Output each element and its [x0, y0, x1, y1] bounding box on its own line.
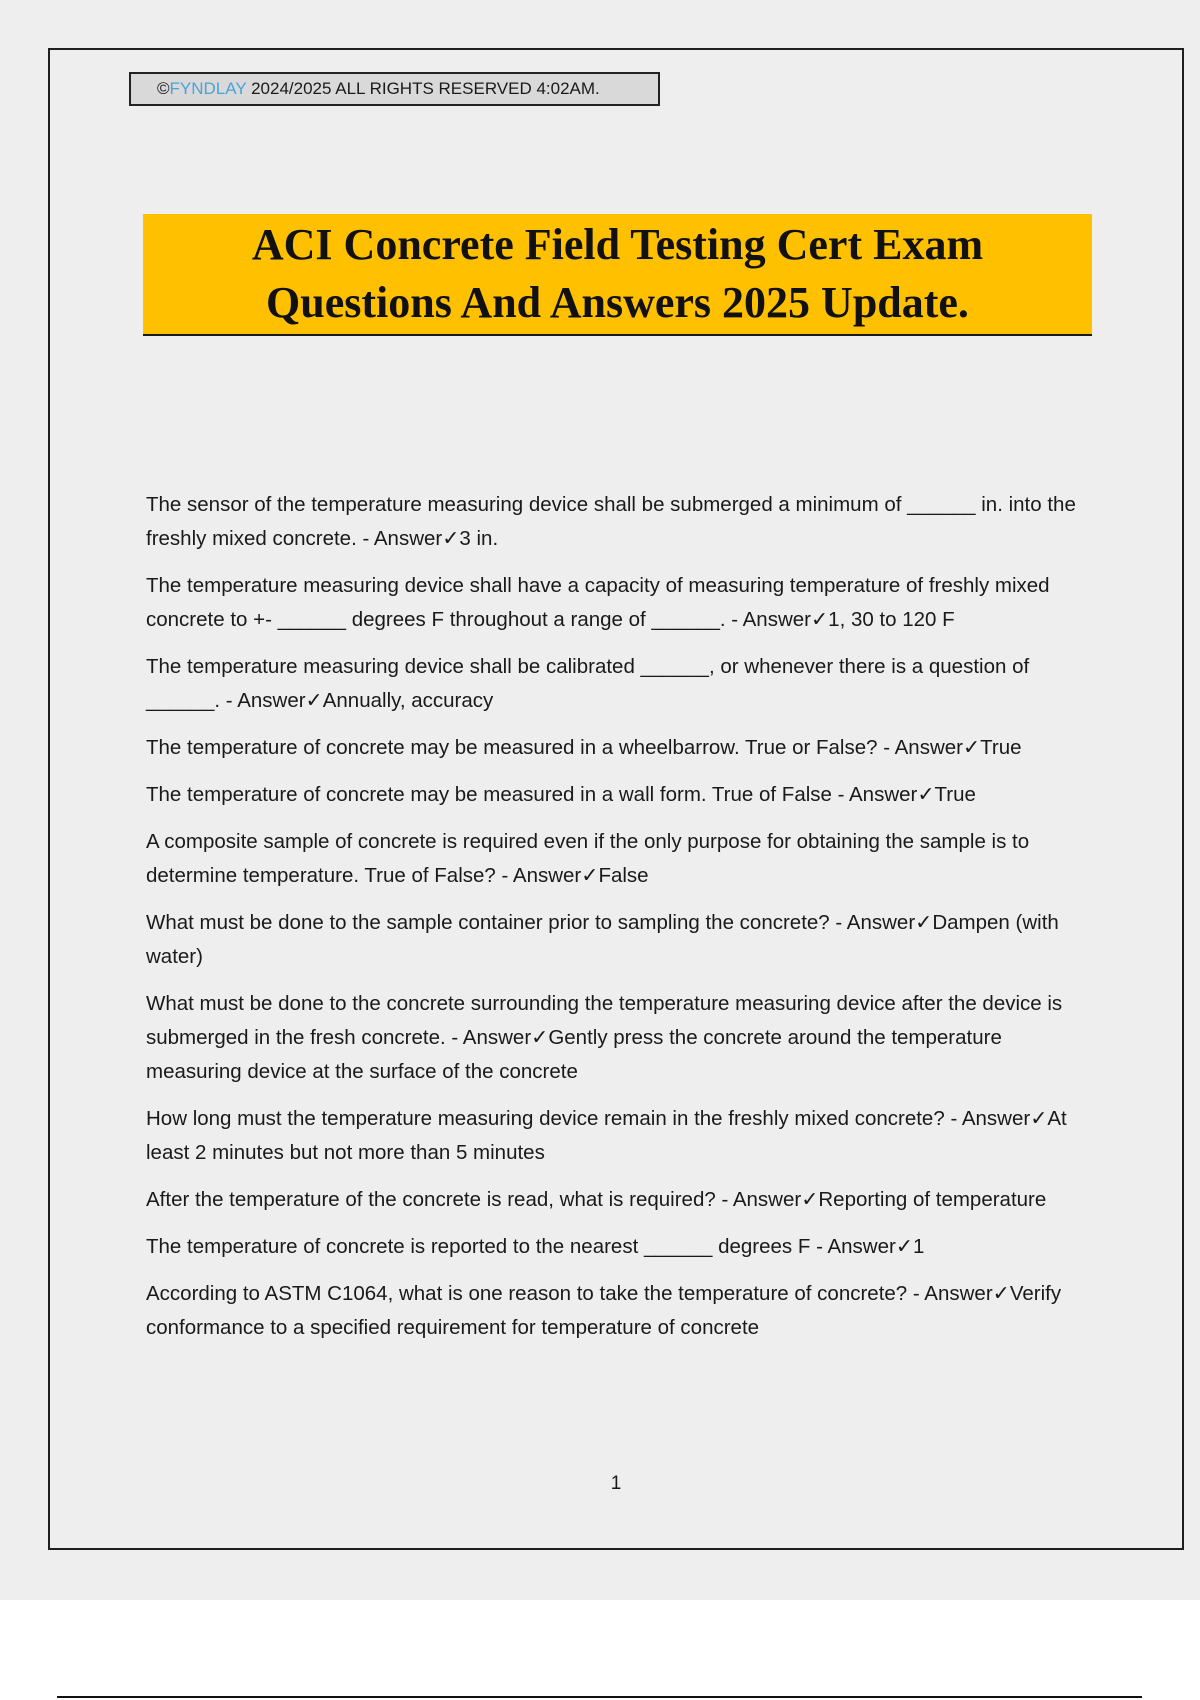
answer-marker: - Answer✓ [715, 1188, 819, 1211]
answer-text: Dampen (with water) [146, 911, 1059, 968]
brand-name: FYNDLAY [169, 79, 247, 98]
answer-marker: - Answer✓ [877, 736, 981, 759]
answer-marker: - Answer✓ [831, 783, 935, 806]
answer-marker: - Answer✓ [907, 1282, 1010, 1305]
qa-item [146, 1183, 1101, 1217]
answer-text: 1 [913, 1235, 925, 1258]
answer-marker: - Answer✓ [495, 864, 599, 887]
answer-text: True [980, 736, 1022, 759]
answer-text: True [934, 783, 976, 806]
page-number: 1 [610, 1473, 622, 1494]
answer-text: Reporting of temperature [818, 1188, 1047, 1211]
question-text: According to ASTM C1064, what is one reason to take the temperature of concrete? [146, 1282, 908, 1305]
question-text: After the temperature of the concrete is read, what is required? [146, 1188, 716, 1211]
title-banner [143, 214, 1092, 336]
answer-marker: - Answer✓ [829, 911, 933, 934]
answer-marker: - Answer✓ [944, 1107, 1048, 1130]
qa-list [146, 488, 1101, 1358]
question-text: The temperature of concrete may be measured in a wheelbarrow. True or False? [146, 736, 878, 759]
answer-text: 1, 30 to 120 F [828, 608, 955, 631]
bottom-divider [57, 1696, 1142, 1698]
qa-item [146, 569, 1101, 637]
page-title [242, 216, 993, 332]
answer-marker: - Answer✓ [220, 689, 323, 712]
answer-text: Annually, accuracy [322, 689, 494, 712]
rights-text: 2024/2025 ALL RIGHTS RESERVED 4:02AM. [246, 79, 600, 98]
question-text: A composite sample of concrete is required even if the only purpose for obtaining the sample is to determine temperature. True of False? [146, 830, 1030, 887]
answer-text: Gently press the concrete around the temperature measuring device at the surface of the concrete [146, 1026, 1002, 1083]
title-line-1: ACI Concrete Field Testing Cert Exam [251, 220, 984, 269]
question-text: How long must the temperature measuring device remain in the freshly mixed concrete? [146, 1107, 945, 1130]
copyright-banner [129, 72, 660, 106]
answer-text: 3 in. [459, 527, 499, 550]
question-text: The temperature measuring device shall be calibrated ______, or whenever there is a question of ______. [146, 655, 1030, 712]
answer-marker: - Answer✓ [725, 608, 829, 631]
question-text: What must be done to the sample container prior to sampling the concrete? [146, 911, 830, 934]
answer-text: At least 2 minutes but not more than 5 minutes [146, 1107, 1067, 1164]
qa-item [146, 488, 1101, 556]
qa-item [146, 1277, 1101, 1345]
qa-item [146, 987, 1101, 1089]
question-text: The temperature measuring device shall have a capacity of measuring temperature of freshly mixed concrete to +- ______ degrees F throughout a range of ______. [146, 574, 1050, 631]
question-text: The temperature of concrete is reported to the nearest ______ degrees F [146, 1235, 811, 1258]
answer-marker: - Answer✓ [445, 1026, 549, 1049]
qa-item [146, 1230, 1101, 1264]
qa-item [146, 1102, 1101, 1170]
title-line-2: Questions And Answers 2025 Update. [266, 278, 969, 327]
qa-item [146, 650, 1101, 718]
qa-item [146, 778, 1101, 812]
copyright-symbol: © [157, 79, 170, 98]
qa-item [146, 731, 1101, 765]
answer-text: Verify conformance to a specified requirement for temperature of concrete [146, 1282, 1062, 1339]
answer-marker: - Answer✓ [356, 527, 460, 550]
question-text: The temperature of concrete may be measured in a wall form. True of False [146, 783, 832, 806]
answer-marker: - Answer✓ [810, 1235, 913, 1258]
question-text: What must be done to the concrete surrounding the temperature measuring device after the device is submerged in the fresh concrete. [146, 992, 1063, 1049]
question-text: The sensor of the temperature measuring device shall be submerged a minimum of ______ in. into the freshly mixed concrete. [146, 493, 1076, 550]
qa-item [146, 906, 1101, 974]
qa-item [146, 825, 1101, 893]
answer-text: False [598, 864, 649, 887]
